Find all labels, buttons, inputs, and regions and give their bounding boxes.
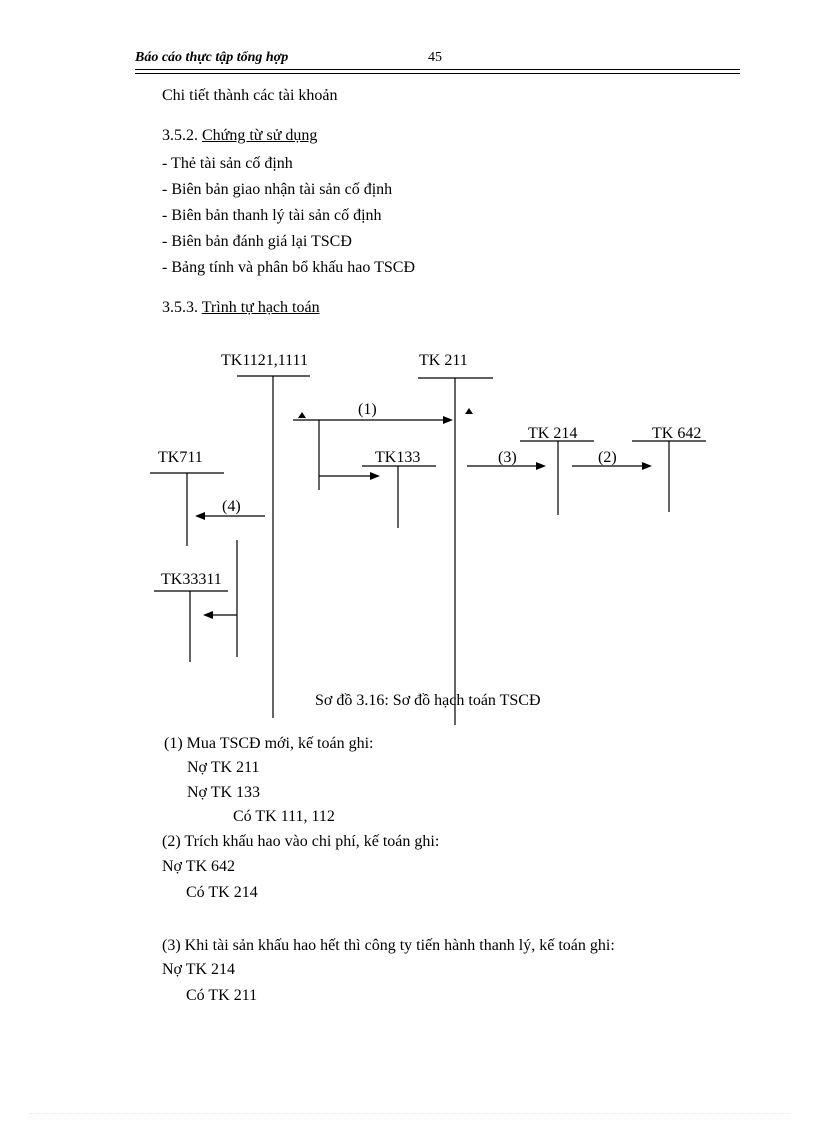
entry-line: Nợ TK 214 [162, 961, 236, 978]
entry-line: Có TK 214 [186, 884, 258, 901]
list-item: - Bảng tính và phân bổ khấu hao TSCĐ [162, 259, 416, 276]
entry-line: (1) Mua TSCĐ mới, kế toán ghi: [164, 735, 374, 752]
tk214-label: TK 214 [528, 425, 578, 442]
section-353-title: Trình tự hạch toán [201, 299, 320, 316]
entry-line: Có TK 111, 112 [233, 808, 335, 825]
section-352-title: Chứng từ sử dụng [202, 127, 318, 144]
entry-line: (2) Trích khấu hao vào chi phí, kế toán ghi: [162, 833, 440, 850]
entry-line: Nợ TK 133 [187, 784, 261, 801]
list-item: - Thẻ tài sản cố định [162, 155, 293, 172]
page-number: 45 [428, 50, 442, 65]
step-3-label: (3) [498, 449, 517, 466]
tk133-label: TK133 [375, 449, 421, 466]
small-triangle-left [298, 412, 306, 418]
arrowhead-1 [443, 416, 453, 424]
tk211-label: TK 211 [419, 352, 468, 369]
entry-line: Có TK 211 [186, 987, 258, 1004]
diagram-caption: Sơ đồ 3.16: Sơ đồ hạch toán TSCĐ [315, 692, 541, 709]
tk33311-label: TK33311 [161, 571, 222, 588]
entry-line: (3) Khi tài sản khấu hao hết thì công ty tiến hành thanh lý, kế toán ghi: [162, 937, 615, 954]
arrowhead-4 [195, 512, 205, 520]
arrowhead-tk33311 [203, 611, 213, 619]
tk1121-label: TK1121,1111 [221, 352, 308, 369]
arrowhead-tk133 [370, 472, 380, 480]
intro-text: Chi tiết thành các tài khoản [162, 87, 338, 104]
header-title: Báo cáo thực tập tổng hợp [135, 50, 289, 65]
section-352-number: 3.5.2. [162, 127, 198, 144]
footer-rule [30, 1113, 790, 1114]
step-4-label: (4) [222, 498, 241, 515]
entry-line: Nợ TK 642 [162, 858, 236, 875]
step-1-label: (1) [358, 401, 377, 418]
list-item: - Biên bản giao nhận tài sản cố định [162, 181, 393, 198]
section-353-number: 3.5.3. [162, 299, 198, 316]
tk711-label: TK711 [158, 449, 203, 466]
small-triangle-right [465, 408, 473, 414]
arrowhead-2 [642, 462, 652, 470]
tk642-label: TK 642 [652, 425, 702, 442]
step-2-label: (2) [598, 449, 617, 466]
list-item: - Biên bản đánh giá lại TSCĐ [162, 233, 352, 250]
arrowhead-3 [536, 462, 546, 470]
entry-line: Nợ TK 211 [187, 759, 260, 776]
list-item: - Biên bản thanh lý tài sản cố định [162, 207, 382, 224]
